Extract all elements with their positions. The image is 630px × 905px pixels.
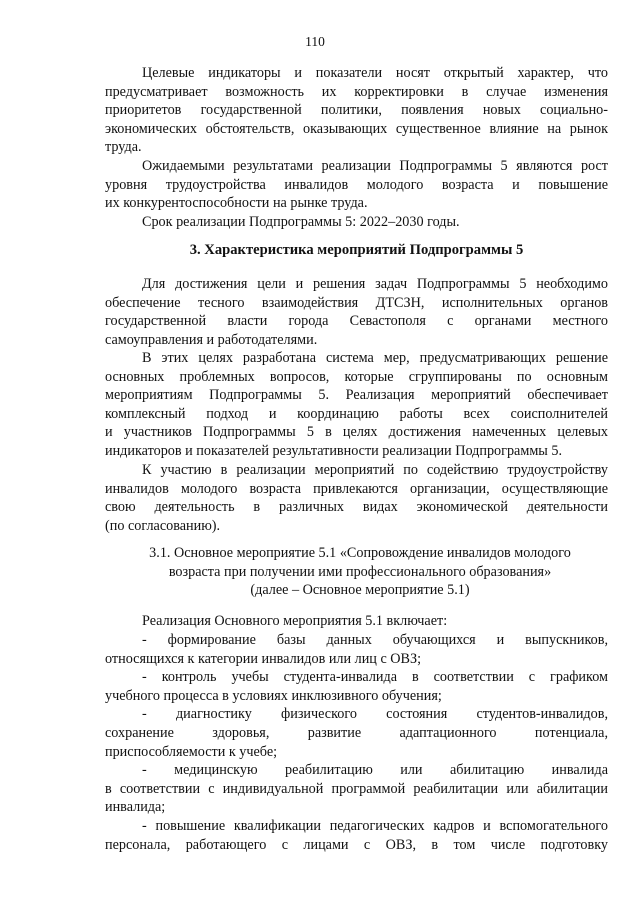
- text-line: экономических обстоятельств, оказывающих существенное влияние на рынок: [105, 120, 608, 137]
- text-line: мероприятиям Подпрограммы 5. Реализация мероприятий обеспечивает: [105, 387, 608, 404]
- list-item-line: инвалида;: [105, 799, 166, 816]
- list-item-line: приспособляемости к учебе;: [105, 743, 278, 760]
- text-line: уровня трудоустройства инвалидов молодого возраста и повышение: [105, 176, 608, 193]
- text-line: их конкурентоспособности на рынке труда.: [105, 195, 368, 212]
- paragraph-interaction: [105, 275, 608, 349]
- text-line: самоуправления и работодателями.: [105, 331, 318, 348]
- paragraph-participants: [105, 461, 608, 535]
- text-line: обеспечение тесного взаимодействия ДТСЗН, исполнительных органов: [105, 294, 608, 311]
- subheading-line: 3.1. Основное мероприятие 5.1 «Сопровождение инвалидов молодого: [149, 545, 571, 561]
- text-line: Ожидаемыми результатами реализации Подпрограммы 5 являются рост: [142, 158, 608, 174]
- subheading-line: (далее – Основное мероприятие 5.1): [250, 582, 470, 599]
- subheading-line: возраста при получении ими профессионального образования»: [168, 563, 552, 580]
- heading-text: 3. Характеристика мероприятий Подпрограммы 5: [189, 242, 524, 258]
- subheading-5-1: [120, 544, 600, 600]
- page-number: 110: [305, 34, 325, 49]
- list-item-line: относящихся к категории инвалидов или лиц с ОВЗ;: [105, 650, 422, 667]
- text-line: комплексный подход и координацию работы всех соисполнителей: [105, 405, 608, 422]
- paragraph-system-of-measures: [105, 349, 608, 461]
- text-line: предусматривает возможность их корректировки в случае изменения: [105, 83, 608, 100]
- list-item-line: учебного процесса в условиях инклюзивного обучения;: [105, 687, 442, 704]
- list-item-line: - формирование базы данных обучающихся и выпускников,: [142, 632, 608, 648]
- text-line: Реализация Основного мероприятия 5.1 включает:: [142, 613, 448, 629]
- text-line: основных проблемных вопросов, которые сгруппированы по основным: [105, 368, 608, 385]
- text-line: Целевые индикаторы и показатели носят открытый характер, что: [142, 65, 608, 81]
- text-line: К участию в реализации мероприятий по содействию трудоустройству: [142, 462, 608, 478]
- text-line: (по согласованию).: [105, 517, 221, 534]
- text-line: приоритетов государственной политики, появления новых социально-: [105, 102, 608, 119]
- text-line: инвалидов молодого возраста привлекаются организации, осуществляющие: [105, 480, 608, 497]
- list-item-line: сохранение здоровья, развитие адаптационного потенциала,: [105, 724, 608, 741]
- list-item-line: - медицинскую реабилитацию или абилитацию инвалида: [142, 762, 608, 779]
- list-item-line: - повышение квалификации педагогических кадров и вспомогательного: [142, 817, 608, 834]
- paragraph-targets: [105, 64, 608, 157]
- measures-list: [105, 631, 608, 854]
- text-line: В этих целях разработана система мер, предусматривающих решение: [142, 350, 608, 366]
- text-line: государственной власти города Севастополя с органами местного: [105, 313, 608, 330]
- paragraph-term: [105, 213, 608, 232]
- paragraph-expected-results: [105, 157, 608, 213]
- list-item-line: - диагностику физического состояния студентов-инвалидов,: [142, 706, 608, 723]
- text-line: Срок реализации Подпрограммы 5: 2022–2030 годы.: [142, 214, 460, 230]
- list-item-line: в соответствии с индивидуальной программой реабилитации или абилитации: [105, 780, 608, 797]
- list-item-line: - контроль учебы студента-инвалида в соответствии с графиком: [142, 669, 608, 686]
- list-item-line: персонала, работающего с лицами с ОВЗ, в том числе подготовку: [105, 836, 608, 853]
- text-line: Для достижения цели и решения задач Подпрограммы 5 необходимо: [142, 276, 608, 292]
- text-line: и участников Подпрограммы 5 в целях достижения намеченных целевых: [105, 424, 608, 441]
- text-line: свою деятельность в различных видах экономической деятельности: [105, 499, 608, 516]
- section-heading: [105, 241, 608, 260]
- text-line: труда.: [105, 139, 142, 156]
- text-line: индикаторов и показателей результативности реализации Подпрограммы 5.: [105, 442, 563, 459]
- paragraph-includes: [105, 612, 608, 631]
